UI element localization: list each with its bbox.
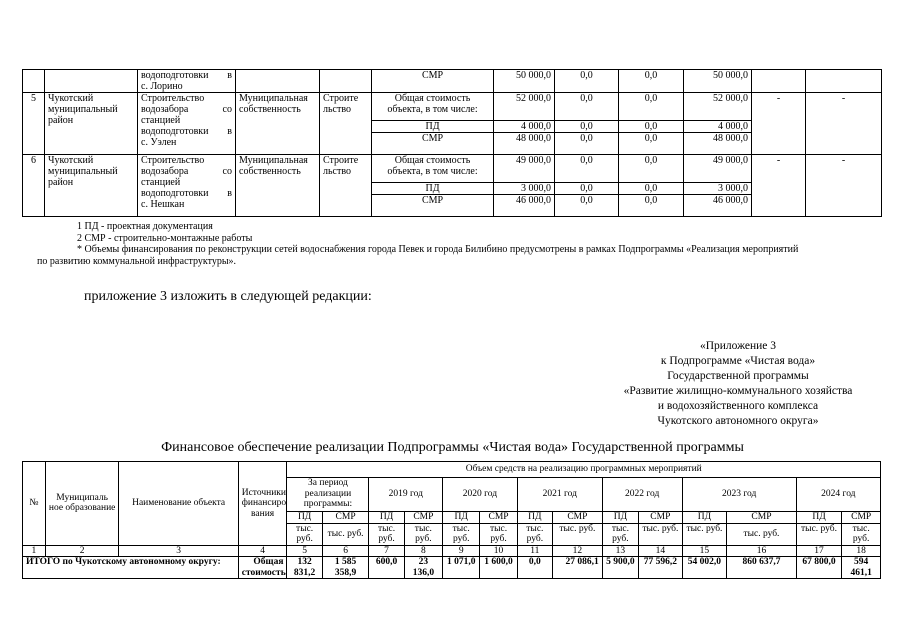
table-row: 5 Чукотский муниципальный район Строительство водозабора со станцией водоподготовки в с. Уэлен Муниципальная собственность Строите льство Общая стоимость объекта, в том числе: 52 000,0 0,0 0,0 52 000,0 - - bbox=[23, 93, 882, 121]
type-cell: Строите льство bbox=[320, 93, 372, 155]
header-row: ПД СМР ПД СМР ПД СМР ПД СМР ПД СМР ПД СМР ПД СМР bbox=[23, 512, 881, 524]
table-row: СМР 46 000,0 0,0 0,0 46 000,0 bbox=[23, 195, 882, 217]
objects-table bbox=[22, 69, 882, 217]
table-row: ПД 3 000,0 0,0 0,0 3 000,0 bbox=[23, 183, 882, 195]
total-row: ИТОГО по Чукотскому автономному округу: Общая стоимость 132 831,2 1 585 358,9 600,0 23 136,0 1 071,0 1 600,0 0,0 27 086,1 5 900,0 77 596,2 54 002,0 860 637,7 67 800,0 594 461,1 bbox=[23, 557, 881, 579]
district-cell: Чукотский муниципальный район bbox=[45, 155, 138, 217]
object-name: водоподготовки в с. Лорино bbox=[138, 70, 236, 93]
intro-text: приложение 3 изложить в следующей редакции: bbox=[84, 289, 372, 304]
column-numbers-row: 1 2 3 4 5 6 7 8 9 10 11 12 13 14 15 16 17 18 bbox=[23, 545, 881, 557]
table-row: 6 Чукотский муниципальный район Строительство водозабора со станцией водоподготовки в с. Нешкан Муниципальная собственность Строите льство Общая стоимость объекта, в том числе: 49 000,0 0,0 0,0 49 000,0 - - bbox=[23, 155, 882, 183]
financing-title: Финансовое обеспечение реализации Подпрограммы «Чистая вода» Государственной программы bbox=[161, 440, 744, 455]
table-row: СМР 48 000,0 0,0 0,0 48 000,0 bbox=[23, 133, 882, 155]
object-name: Строительство водозабора со станцией водоподготовки в с. Нешкан bbox=[138, 155, 236, 217]
table-row: водоподготовки в с. Лорино СМР 50 000,0 0,0 0,0 50 000,0 bbox=[23, 70, 882, 93]
header-row: За период реализации программы: 2019 год 2020 год 2021 год 2022 год 2023 год 2024 год bbox=[23, 478, 881, 512]
owner-cell: Муниципальная собственность bbox=[236, 93, 320, 155]
district-cell: Чукотский муниципальный район bbox=[45, 93, 138, 155]
header-row: тыс. руб. тыс. руб. тыс. руб. тыс. руб. тыс. руб. тыс. руб. тыс. руб. тыс. руб. тыс. руб. тыс. руб. тыс. руб. тыс. руб. тыс. руб. тыс. руб. bbox=[23, 523, 881, 545]
owner-cell: Муниципальная собственность bbox=[236, 155, 320, 217]
object-name: Строительство водозабора со станцией водоподготовки в с. Уэлен bbox=[138, 93, 236, 155]
financing-table bbox=[22, 461, 881, 579]
appendix-header: «Приложение 3 к Подпрограмме «Чистая вода» Государственной программы «Развитие жилищно-коммунального хозяйства и водохозяйственного комплекса Чукотского автономного округа» bbox=[623, 340, 853, 427]
type-cell: Строите льство bbox=[320, 155, 372, 217]
table-row: ПД 4 000,0 0,0 0,0 4 000,0 bbox=[23, 121, 882, 133]
footnotes: 1 ПД - проектная документация 2 СМР - строительно-монтажные работы * Объемы финансирования по реконструкции сетей водоснабжения города Певек и города Билибино предусмотрены в рамках Подпрограммы «Реализация мероприятий по развитию коммунальной инфраструктуры». bbox=[37, 221, 799, 267]
header-row: № Муниципаль ное образование Наименование объекта Источники финансиро вания Объем средств на реализацию программных мероприятий bbox=[23, 462, 881, 478]
